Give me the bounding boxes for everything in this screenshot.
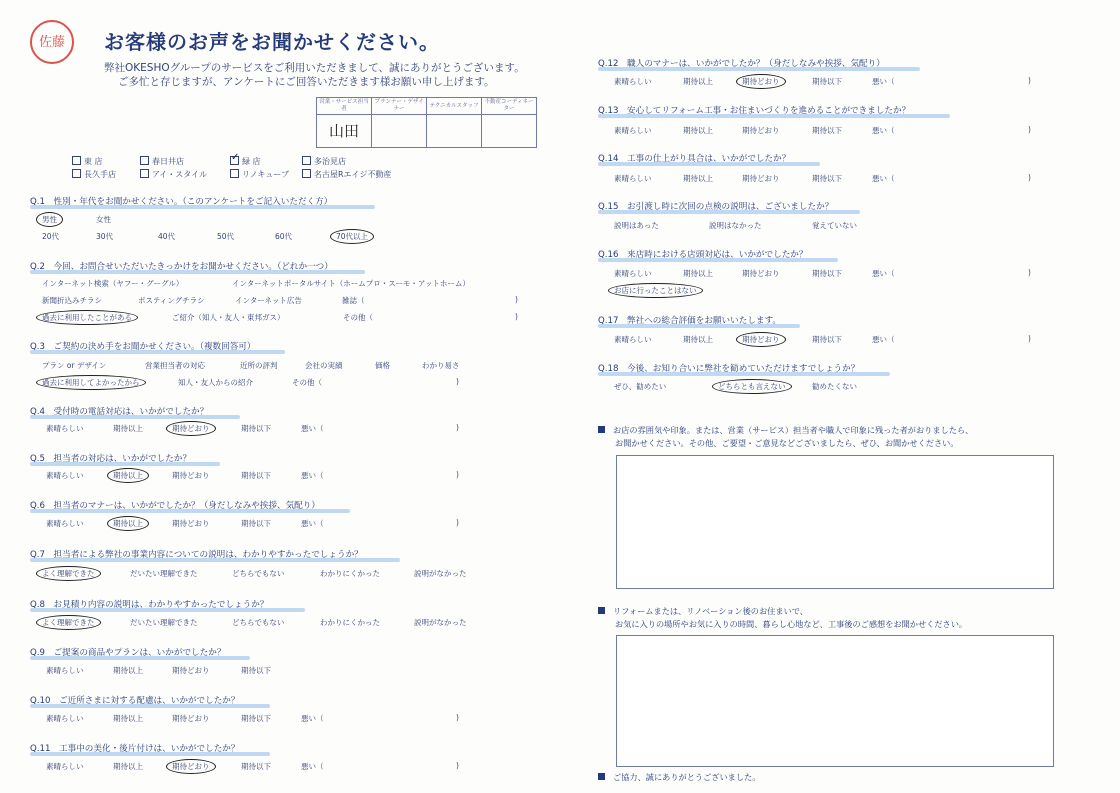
seal-stamp: 佐藤: [30, 20, 74, 64]
option-age[interactable]: 60代: [275, 232, 293, 241]
question-2: Q.2 今回、お問合せいただいたきっかけをお聞かせください。（どれか一つ）: [30, 260, 333, 272]
intro-line-1: 弊社OKESHOグループのサービスをご利用いただきまして、誠にありがとうございます。: [104, 62, 525, 74]
checkbox-icon[interactable]: [72, 169, 81, 178]
rating-above[interactable]: 期待以上: [683, 335, 713, 344]
rating-above[interactable]: 期待以上: [683, 77, 713, 86]
paren-close: ): [456, 761, 459, 770]
explain-hard[interactable]: わかりにくかった: [320, 569, 380, 578]
option-other[interactable]: その他（: [343, 313, 373, 322]
rating-as-expected[interactable]: 期待どおり: [172, 666, 210, 675]
question-17: Q.17 弊社への総合評価をお願いいたします。: [598, 314, 781, 326]
rating-bad[interactable]: 悪い（: [301, 424, 324, 433]
rating-below[interactable]: 期待以下: [241, 762, 271, 771]
option-track-record[interactable]: 会社の実績: [305, 361, 343, 370]
staff-header-realestate: 不動産コーディネーター: [482, 98, 537, 115]
square-bullet-icon: [598, 607, 605, 614]
rating-excellent[interactable]: 素晴らしい: [614, 174, 652, 183]
question-9: Q.9 ご提案の商品やプランは、いかがでしたか？: [30, 646, 225, 658]
rating-as-expected[interactable]: 期待どおり: [742, 126, 780, 135]
rating-excellent[interactable]: 素晴らしい: [46, 714, 84, 723]
comment-box-2[interactable]: [616, 635, 1054, 767]
staff-table: [316, 97, 537, 148]
rating-above[interactable]: 期待以上: [113, 714, 143, 723]
rating-above[interactable]: 期待以上: [683, 174, 713, 183]
rating-excellent[interactable]: 素晴らしい: [46, 424, 84, 433]
option-internet-search[interactable]: インターネット検索（ヤフー・グーグル）: [42, 279, 184, 288]
rating-above[interactable]: 期待以上: [683, 126, 713, 135]
comment-box-1[interactable]: [616, 455, 1054, 589]
option-sales-rep[interactable]: 営業担当者の対応: [145, 361, 205, 370]
rating-excellent[interactable]: 素晴らしい: [614, 269, 652, 278]
option-magazine[interactable]: 雑誌（: [342, 296, 365, 305]
option-portal-site[interactable]: インターネットポータルサイト（ホームプロ・スーモ・アットホーム）: [232, 279, 470, 288]
option-plan-design[interactable]: プラン or デザイン: [42, 361, 107, 370]
page-title: お客様のお声をお聞かせください。: [104, 30, 440, 54]
option-female[interactable]: 女性: [96, 215, 111, 224]
rating-bad[interactable]: 悪い（: [301, 762, 324, 771]
option-price[interactable]: 価格: [375, 361, 390, 370]
staff-technical-field[interactable]: [427, 115, 482, 148]
explain-neither[interactable]: どちらでもない: [232, 618, 285, 627]
paren-close: ): [1028, 173, 1031, 182]
rating-above[interactable]: 期待以上: [113, 666, 143, 675]
question-13: Q.13 安心してリフォーム工事・お住まいづくりを進めることができましたか？: [598, 104, 910, 116]
rating-bad[interactable]: 悪い（: [872, 77, 895, 86]
question-11: Q.11 工事中の美化・後片付けは、いかがでしたか？: [30, 742, 240, 754]
square-bullet-icon: [598, 773, 605, 780]
question-5: Q.5 担当者の対応は、いかがでしたか？: [30, 452, 191, 464]
question-12: Q.12 職人のマナーは、いかがでしたか？（身だしなみや挨拶、気配り）: [598, 57, 885, 69]
paren-close: ): [1028, 334, 1031, 343]
rating-excellent[interactable]: 素晴らしい: [614, 126, 652, 135]
store-option[interactable]: 多治見店: [302, 156, 346, 167]
store-option[interactable]: 名古屋Rエイジ不動産: [302, 169, 392, 180]
option-age[interactable]: 50代: [217, 232, 235, 241]
staff-header-planner: プランナー・デザイナー: [372, 98, 427, 115]
question-15: Q.15 お引渡し時に次回の点検の説明は、ございましたか？: [598, 200, 833, 212]
store-option[interactable]: ✓ 緑 店: [230, 156, 261, 167]
paren-close: ): [456, 470, 459, 479]
rating-bad[interactable]: 悪い（: [872, 126, 895, 135]
rating-below[interactable]: 期待以下: [812, 77, 842, 86]
paren-close: ): [456, 518, 459, 527]
paren-close: ): [1028, 268, 1031, 277]
option-referral[interactable]: 知人・友人からの紹介: [178, 378, 253, 387]
checkbox-icon[interactable]: [302, 169, 311, 178]
option-dont-remember[interactable]: 覚えていない: [812, 221, 857, 230]
checkbox-icon[interactable]: [140, 169, 149, 178]
staff-planner-field[interactable]: [372, 115, 427, 148]
rating-excellent[interactable]: 素晴らしい: [46, 519, 84, 528]
rating-bad[interactable]: 悪い（: [301, 471, 324, 480]
option-age[interactable]: 30代: [96, 232, 114, 241]
intro-line-2: ご多忙と存じますが、アンケートにご回答いただきます様お願い申し上げます。: [118, 76, 495, 88]
explain-none[interactable]: 説明がなかった: [414, 618, 467, 627]
checkbox-icon[interactable]: [302, 156, 311, 165]
staff-realestate-field[interactable]: [482, 115, 537, 148]
paren-close: ): [515, 312, 518, 321]
option-explained[interactable]: 説明はあった: [614, 221, 659, 230]
rating-below[interactable]: 期待以下: [812, 126, 842, 135]
comment-prompt-1-line2: お聞かせください。その他、ご要望・ご意見などございましたら、ぜひ、お聞かせください。: [615, 438, 959, 448]
comment-prompt-1: お店の雰囲気や印象。または、営業（サービス）担当者や職人で印象に残った者がおりましたら、: [598, 425, 973, 436]
option-definitely-recommend[interactable]: ぜひ、勧めたい: [614, 382, 667, 391]
store-option[interactable]: アイ・スタイル: [140, 169, 207, 180]
question-8: Q.8 お見積り内容の説明は、わかりやすかったでしょうか？: [30, 598, 268, 610]
explain-none[interactable]: 説明がなかった: [414, 569, 467, 578]
explain-hard[interactable]: わかりにくかった: [320, 618, 380, 627]
checkbox-checked-icon[interactable]: [230, 156, 239, 165]
staff-sales-field[interactable]: 山田: [317, 115, 372, 148]
question-10: Q.10 ご近所さまに対する配慮は、いかがでしたか？: [30, 694, 240, 706]
paren-close: ): [456, 713, 459, 722]
rating-as-expected[interactable]: 期待どおり: [172, 471, 210, 480]
rating-as-expected[interactable]: 期待どおり: [172, 714, 210, 723]
question-16: Q.16 来店時における店頭対応は、いかがでしたか？: [598, 248, 808, 260]
rating-as-expected[interactable]: 期待どおり: [742, 174, 780, 183]
option-referral[interactable]: ご紹介（知人・友人・東邦ガス）: [172, 313, 285, 322]
rating-below[interactable]: 期待以下: [812, 174, 842, 183]
checkbox-icon[interactable]: [140, 156, 149, 165]
rating-excellent[interactable]: 素晴らしい: [46, 762, 84, 771]
staff-header-technical: テクニカルスタッフ: [427, 98, 482, 115]
rating-excellent[interactable]: 素晴らしい: [614, 77, 652, 86]
rating-above[interactable]: 期待以上: [113, 762, 143, 771]
rating-bad[interactable]: 悪い（: [872, 174, 895, 183]
comment-prompt-2: リフォームまたは、リノベーション後のお住まいで、: [598, 606, 808, 617]
rating-below[interactable]: 期待以下: [241, 424, 271, 433]
rating-bad[interactable]: 悪い（: [872, 335, 895, 344]
rating-excellent[interactable]: 素晴らしい: [46, 666, 84, 675]
staff-header-sales: 営業・サービス担当者: [317, 98, 372, 115]
rating-bad[interactable]: 悪い（: [872, 269, 895, 278]
explain-neither[interactable]: どちらでもない: [232, 569, 285, 578]
rating-below[interactable]: 期待以下: [241, 519, 271, 528]
store-option[interactable]: 東 店: [72, 156, 103, 167]
rating-below[interactable]: 期待以下: [812, 335, 842, 344]
rating-bad[interactable]: 悪い（: [301, 519, 324, 528]
paren-close: ): [1028, 125, 1031, 134]
rating-excellent[interactable]: 素晴らしい: [614, 335, 652, 344]
paren-close: ): [1028, 76, 1031, 85]
checkbox-icon[interactable]: [72, 156, 81, 165]
option-age[interactable]: 40代: [158, 232, 176, 241]
rating-excellent[interactable]: 素晴らしい: [46, 471, 84, 480]
store-option[interactable]: リノキューブ: [230, 169, 289, 180]
thanks-message: ご協力、誠にありがとうございました。: [598, 772, 760, 783]
rating-below[interactable]: 期待以下: [241, 471, 271, 480]
option-not-explained[interactable]: 説明はなかった: [709, 221, 762, 230]
question-6: Q.6 担当者のマナーは、いかがでしたか？（身だしなみや挨拶、気配り）: [30, 499, 320, 511]
rating-below[interactable]: 期待以下: [241, 714, 271, 723]
explain-mostly-understood[interactable]: だいたい理解できた: [130, 618, 198, 627]
comment-prompt-2-line2: お気に入りの場所やお気に入りの時間、暮らし心地など、工事後のご感想をお聞かせください。: [615, 619, 968, 629]
question-14: Q.14 工事の仕上がり具合は、いかがでしたか？: [598, 152, 790, 164]
rating-as-expected[interactable]: 期待どおり: [172, 519, 210, 528]
option-clarity[interactable]: わかり易さ: [422, 361, 460, 370]
store-option[interactable]: 春日井店: [140, 156, 184, 167]
paren-close: ): [515, 295, 518, 304]
survey-page: 佐藤 お客様のお声をお聞かせください。 弊社OKESHOグループのサービスをご利用いただきまして、誠にありがとうございます。 ご多忙と存じますが、アンケートにご回答いただきます様お願い申し上げます。 営業・サービス担当者 プランナー・デザイナー テクニカルスタッフ 不動産コーディネーター 山田 東 店 春日井店 ✓ 緑 店 多治見店 長久手店 アイ・スタイル リノキューブ 名古屋Rエイジ不動産 Q.1 性別・年代をお聞かせください。（このアンケートをご記入いただく方） 男性 女性 20代 30代 40代 50代 60代 70代以上 Q.2 今回、お問合せいただいたきっかけをお聞かせください。（どれか一つ） インターネット検索（ヤフー・グーグル） インターネットポータルサイト（ホームプロ・スーモ・アットホーム） 新聞折込みチラシ ポスティングチラシ インターネット広告 雑誌（ ) 過去に利用したことがある ご紹介（知人・友人・東邦ガス） その他（ ) Q.3 ご契約の決め手をお聞かせください。（複数回答可） プラン or デザイン 営業担当者の対応 近所の評判 会社の実績 価格 わかり易さ 過去に利用してよかったから 知人・友人からの紹介 その他（ ) Q.4 受付時の電話対応は、いかがでしたか？ 素晴らしい 期待以上 期待どおり 期待以下 悪い（ ) Q.5 担当者の対応は、いかがでしたか？ 素晴らしい 期待以上 期待どおり 期待以下 悪い（ ) Q.6 担当者のマナーは、いかがでしたか？（身だしなみや挨拶、気配り） 素晴らしい 期待以上 期待どおり 期待以下 悪い（ ) Q.7 担当者による弊社の事業内容についての説明は、わかりやすかったでしょうか？ よく理解できた だいたい理解できた どちらでもない わかりにくかった 説明がなかった Q.8 お見積り内容の説明は、わかりやすかったでしょうか？ よく理解できた だいたい理解できた どちらでもない わかりにくかった 説明がなかった Q.9 ご提案の商品やプランは、いかがでしたか？ 素晴らしい 期待以上 期待どおり 期待以下 Q.10 ご近所さまに対する配慮は、いかがでしたか？ 素晴らしい 期待以上 期待どおり 期待以下 悪い（ ) Q.11 工事中の美化・後片付けは、いかがでしたか？ 素晴らしい 期待以上 期待どおり 期待以下 悪い（ ) Q.12 職人のマナーは、いかがでしたか？（身だしなみや挨拶、気配り） 素晴らしい 期待以上 期待どおり 期待以下 悪い（ ) Q.13 安心してリフォーム工事・お住まいづくりを進めることができましたか？ 素晴らしい 期待以上 期待どおり 期待以下 悪い（ ) Q.14 工事の仕上がり具合は、いかがでしたか？ 素晴らしい 期待以上 期待どおり 期待以下 悪い（ ) Q.15 お引渡し時に次回の点検の説明は、ございましたか？ 説明はあった 説明はなかった 覚えていない Q.16 来店時における店頭対応は、いかがでしたか？ 素晴らしい 期待以上 期待どおり 期待以下 悪い（ ) お店に行ったことはない Q.17 弊社への総合評価をお願いいたします。 素晴らしい 期待以上 期待どおり 期待以下 悪い（ ) Q.18 今後、お知り合いに弊社を勧めていただけますでしょうか？ ぜひ、勧めたい どちらとも言えない 勧めたくない お店の雰囲気や印象。または、営業（サービス）担当者や職人で印象に残った者がおりましたら、 お聞かせください。その他、ご要望・ご意見などございましたら、ぜひ、お聞かせください。 リフォームまたは、リノベーション後のお住まいで、 お気に入りの場所やお気に入りの時間、暮らし心地など、工事後のご感想をお聞かせください。 ご協力、誠にありがとうございました。: [0, 0, 1120, 793]
question-18: Q.18 今後、お知り合いに弊社を勧めていただけますでしょうか？: [598, 362, 859, 374]
question-1: Q.1 性別・年代をお聞かせください。（このアンケートをご記入いただく方）: [30, 195, 332, 207]
option-age[interactable]: 20代: [42, 232, 60, 241]
option-reputation[interactable]: 近所の評判: [240, 361, 278, 370]
option-would-not-recommend[interactable]: 勧めたくない: [812, 382, 857, 391]
square-bullet-icon: [598, 426, 605, 433]
paren-close: ): [456, 423, 459, 432]
rating-bad[interactable]: 悪い（: [301, 714, 324, 723]
question-7: Q.7 担当者による弊社の事業内容についての説明は、わかりやすかったでしょうか？: [30, 548, 363, 560]
explain-mostly-understood[interactable]: だいたい理解できた: [130, 569, 198, 578]
checkbox-icon[interactable]: [230, 169, 239, 178]
option-other[interactable]: その他（: [292, 378, 322, 387]
question-4: Q.4 受付時の電話対応は、いかがでしたか？: [30, 405, 208, 417]
rating-below[interactable]: 期待以下: [812, 269, 842, 278]
store-option[interactable]: 長久手店: [72, 169, 116, 180]
rating-above[interactable]: 期待以上: [113, 424, 143, 433]
option-posting-flyer[interactable]: ポスティングチラシ: [138, 296, 205, 305]
paren-close: ): [456, 377, 459, 386]
rating-below[interactable]: 期待以下: [241, 666, 271, 675]
option-internet-ad[interactable]: インターネット広告: [235, 296, 302, 305]
option-newspaper-flyer[interactable]: 新聞折込みチラシ: [42, 296, 102, 305]
rating-as-expected[interactable]: 期待どおり: [742, 269, 780, 278]
rating-above[interactable]: 期待以上: [683, 269, 713, 278]
question-3: Q.3 ご契約の決め手をお聞かせください。（複数回答可）: [30, 340, 256, 352]
